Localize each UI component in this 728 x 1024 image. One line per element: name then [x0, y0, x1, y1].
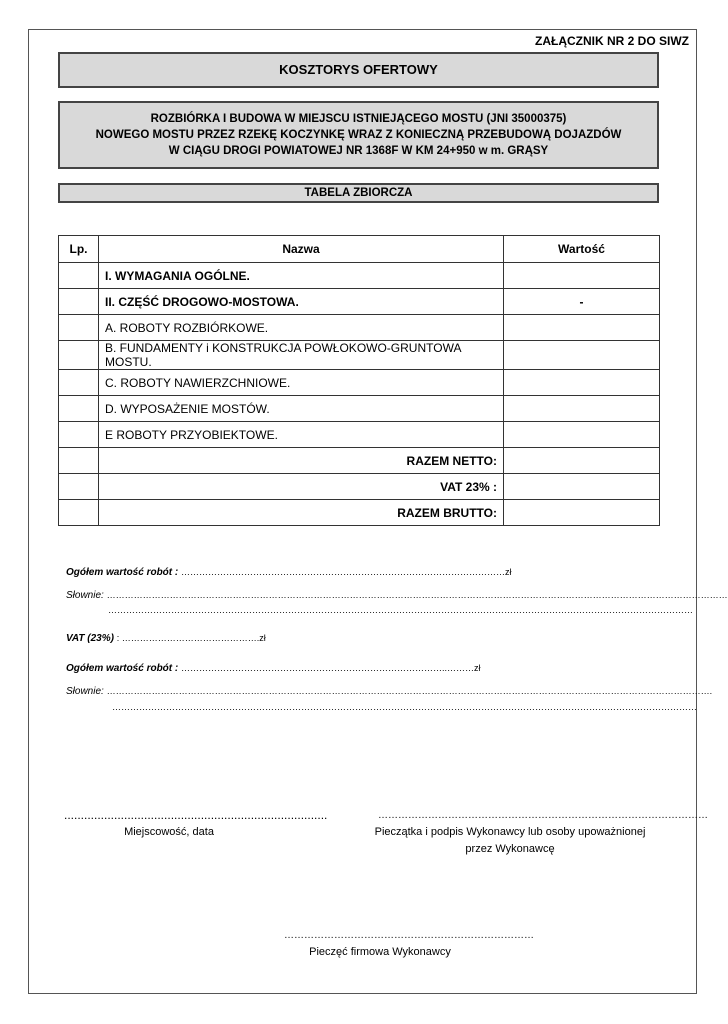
- table-header-row: [59, 236, 660, 263]
- total1-label: Ogółem wartość robót :: [66, 567, 179, 578]
- words2-dots[interactable]: ………………………………………………………………………………………………………………………………………………………………………………….: [106, 686, 713, 696]
- words1-dots[interactable]: ………………………………………………………………………………………………………………………………………………………………………………………: [106, 590, 728, 600]
- words1-dots-2[interactable]: ……………………………………………………………………………………………………………………………………………………………………………: [108, 605, 693, 615]
- document-title: KOSZTORYS OFERTOWY: [58, 52, 659, 88]
- words1-line2: [108, 605, 693, 616]
- row-lp: [59, 448, 99, 474]
- row-lp: [59, 289, 99, 315]
- row-name: C. ROBOTY NAWIERZCHNIOWE.: [99, 370, 504, 396]
- table-row: [59, 263, 660, 289]
- table-row: [59, 370, 660, 396]
- row-value[interactable]: [504, 341, 660, 370]
- row-value[interactable]: -: [504, 289, 660, 315]
- row-name: E ROBOTY PRZYOBIEKTOWE.: [99, 422, 504, 448]
- row-name: II. CZĘŚĆ DROGOWO-MOSTOWA.: [99, 289, 504, 315]
- row-value[interactable]: [504, 370, 660, 396]
- total-netto-value[interactable]: [504, 448, 660, 474]
- vat-dots[interactable]: : ……………………………………….zł: [116, 633, 266, 643]
- header-lp: Lp.: [59, 236, 99, 263]
- table-title: TABELA ZBIORCZA: [58, 183, 659, 203]
- row-lp: [59, 422, 99, 448]
- vat-line: [66, 633, 266, 644]
- total-vat-value[interactable]: [504, 474, 660, 500]
- subject-line-3: W CIĄGU DROGI POWIATOWEJ NR 1368F W KM 24+950 w m. GRĄSY: [168, 145, 549, 157]
- table-row: [59, 341, 660, 370]
- words1-line: [66, 590, 728, 601]
- vat-label: VAT (23%): [66, 633, 114, 644]
- table-row: [59, 289, 660, 315]
- row-lp: [59, 263, 99, 289]
- total-netto-row: [59, 448, 660, 474]
- company-stamp-dots[interactable]: …………………………………………………………………: [284, 930, 534, 941]
- row-value[interactable]: [504, 263, 660, 289]
- row-value[interactable]: [504, 315, 660, 341]
- subject-box: [58, 101, 659, 169]
- words2-line2: [112, 702, 697, 713]
- table-row: [59, 422, 660, 448]
- total2-line: [66, 663, 481, 674]
- company-stamp-label: Pieczęć firmowa Wykonawcy: [309, 946, 451, 958]
- header-name: Nazwa: [99, 236, 504, 263]
- row-name: B. FUNDAMENTY i KONSTRUKCJA POWŁOKOWO-GRUNTOWA MOSTU.: [99, 341, 504, 370]
- row-lp: [59, 500, 99, 526]
- contractor-signature-label-2: przez Wykonawcę: [465, 843, 555, 855]
- total-netto-label: RAZEM NETTO:: [99, 448, 504, 474]
- row-name: A. ROBOTY ROZBIÓRKOWE.: [99, 315, 504, 341]
- row-name: D. WYPOSAŻENIE MOSTÓW.: [99, 396, 504, 422]
- place-date-label: Miejscowość, data: [124, 826, 214, 838]
- contractor-signature-label-1: Pieczątka i podpis Wykonawcy lub osoby upoważnionej: [374, 826, 646, 838]
- total-brutto-row: [59, 500, 660, 526]
- subject-line-1: ROZBIÓRKA I BUDOWA W MIEJSCU ISTNIEJĄCEGO MOSTU (JNI 35000375): [150, 113, 567, 125]
- row-value[interactable]: [504, 422, 660, 448]
- header-value: Wartość: [504, 236, 660, 263]
- row-value[interactable]: [504, 396, 660, 422]
- row-lp: [59, 370, 99, 396]
- subject-line-2: NOWEGO MOSTU PRZEZ RZEKĘ KOCZYNKĘ WRAZ Z KONIECZNĄ PRZEBUDOWĄ DOJAZDÓW: [95, 129, 622, 141]
- row-lp: [59, 341, 99, 370]
- contractor-signature-dots[interactable]: ………………………………………………………………………………………: [378, 810, 708, 821]
- total1-dots[interactable]: ………………………………………………………………………………………………zł: [181, 567, 512, 577]
- total2-label: Ogółem wartość robót :: [66, 663, 179, 674]
- place-date-dots[interactable]: ...............................................................................: [64, 808, 328, 822]
- summary-table: [58, 235, 660, 526]
- total1-line: [66, 567, 512, 578]
- total-brutto-value[interactable]: [504, 500, 660, 526]
- total-vat-label: VAT 23% :: [99, 474, 504, 500]
- attachment-label: ZAŁĄCZNIK NR 2 DO SIWZ: [535, 34, 689, 48]
- table-row: [59, 396, 660, 422]
- table-row: [59, 315, 660, 341]
- total-vat-row: [59, 474, 660, 500]
- words2-line: [66, 686, 713, 697]
- row-name: I. WYMAGANIA OGÓLNE.: [99, 263, 504, 289]
- words2-label: Słownie:: [66, 686, 104, 697]
- row-lp: [59, 315, 99, 341]
- words2-dots-2[interactable]: ……………………………………………………………………………………………………………………………………………………………………………: [112, 702, 697, 712]
- total2-dots[interactable]: ……………………………………………………………………………..………zł: [181, 663, 481, 673]
- row-lp: [59, 474, 99, 500]
- row-lp: [59, 396, 99, 422]
- words1-label: Słownie:: [66, 590, 104, 601]
- total-brutto-label: RAZEM BRUTTO:: [99, 500, 504, 526]
